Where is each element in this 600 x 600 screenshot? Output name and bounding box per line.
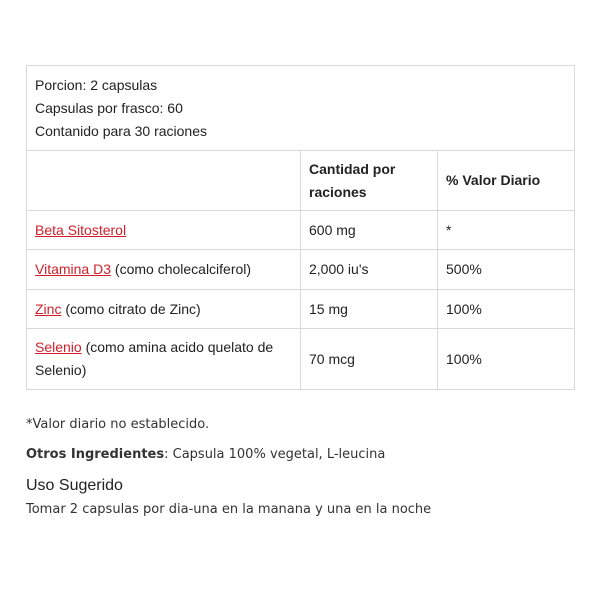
nutrient-detail: (como citrato de Zinc) bbox=[61, 300, 201, 317]
other-ingredients-label: Otros Ingredientes bbox=[26, 447, 165, 462]
other-ingredients bbox=[26, 447, 385, 462]
nutrient-cell bbox=[27, 290, 301, 329]
table-row bbox=[27, 329, 575, 390]
table-row bbox=[27, 211, 575, 250]
header-nutrient bbox=[27, 151, 301, 211]
serving-info-row bbox=[27, 66, 575, 151]
serving-info-cell bbox=[27, 66, 575, 151]
usage-heading: Uso Sugerido bbox=[26, 477, 123, 494]
table-header-row bbox=[27, 151, 575, 211]
nutrient-detail: (como amina acido quelato de Selenio) bbox=[35, 339, 274, 378]
nutrient-link-selenio[interactable]: Selenio bbox=[35, 339, 82, 355]
amount-cell: 15 mg bbox=[301, 290, 438, 329]
nutrient-link-vitamina-d3[interactable]: Vitamina D3 bbox=[35, 261, 112, 277]
table-row bbox=[27, 290, 575, 329]
nutrient-link-zinc[interactable]: Zinc bbox=[35, 300, 62, 317]
table-row bbox=[27, 250, 575, 290]
nutrient-cell bbox=[27, 211, 301, 250]
daily-value-cell: * bbox=[438, 211, 575, 250]
nutrient-cell bbox=[27, 329, 301, 390]
daily-value-cell: 100% bbox=[438, 290, 575, 329]
amount-cell: 2,000 iu's bbox=[301, 250, 438, 290]
capsules-per-bottle: Capsulas por frasco: 60 bbox=[35, 99, 183, 116]
nutrient-cell bbox=[27, 250, 301, 290]
amount-cell: 600 mg bbox=[301, 211, 438, 250]
amount-cell: 70 mcg bbox=[301, 329, 438, 390]
serving-size: Porcion: 2 capsulas bbox=[35, 76, 158, 93]
header-daily-value: % Valor Diario bbox=[438, 151, 575, 211]
header-amount: Cantidad por raciones bbox=[301, 151, 438, 211]
daily-value-footnote: *Valor diario no establecido. bbox=[26, 417, 210, 432]
daily-value-cell: 500% bbox=[438, 250, 575, 290]
other-ingredients-text: : Capsula 100% vegetal, L-leucina bbox=[164, 447, 386, 462]
supplement-facts-table bbox=[26, 65, 575, 390]
nutrient-detail: (como cholecalciferol) bbox=[111, 261, 252, 277]
nutrient-link-beta-sitosterol[interactable]: Beta Sitosterol bbox=[35, 221, 127, 238]
usage-text: Tomar 2 capsulas por dia-una en la manana y una en la noche bbox=[26, 502, 432, 517]
servings-per-container: Contanido para 30 raciones bbox=[35, 122, 208, 139]
daily-value-cell: 100% bbox=[438, 329, 575, 390]
